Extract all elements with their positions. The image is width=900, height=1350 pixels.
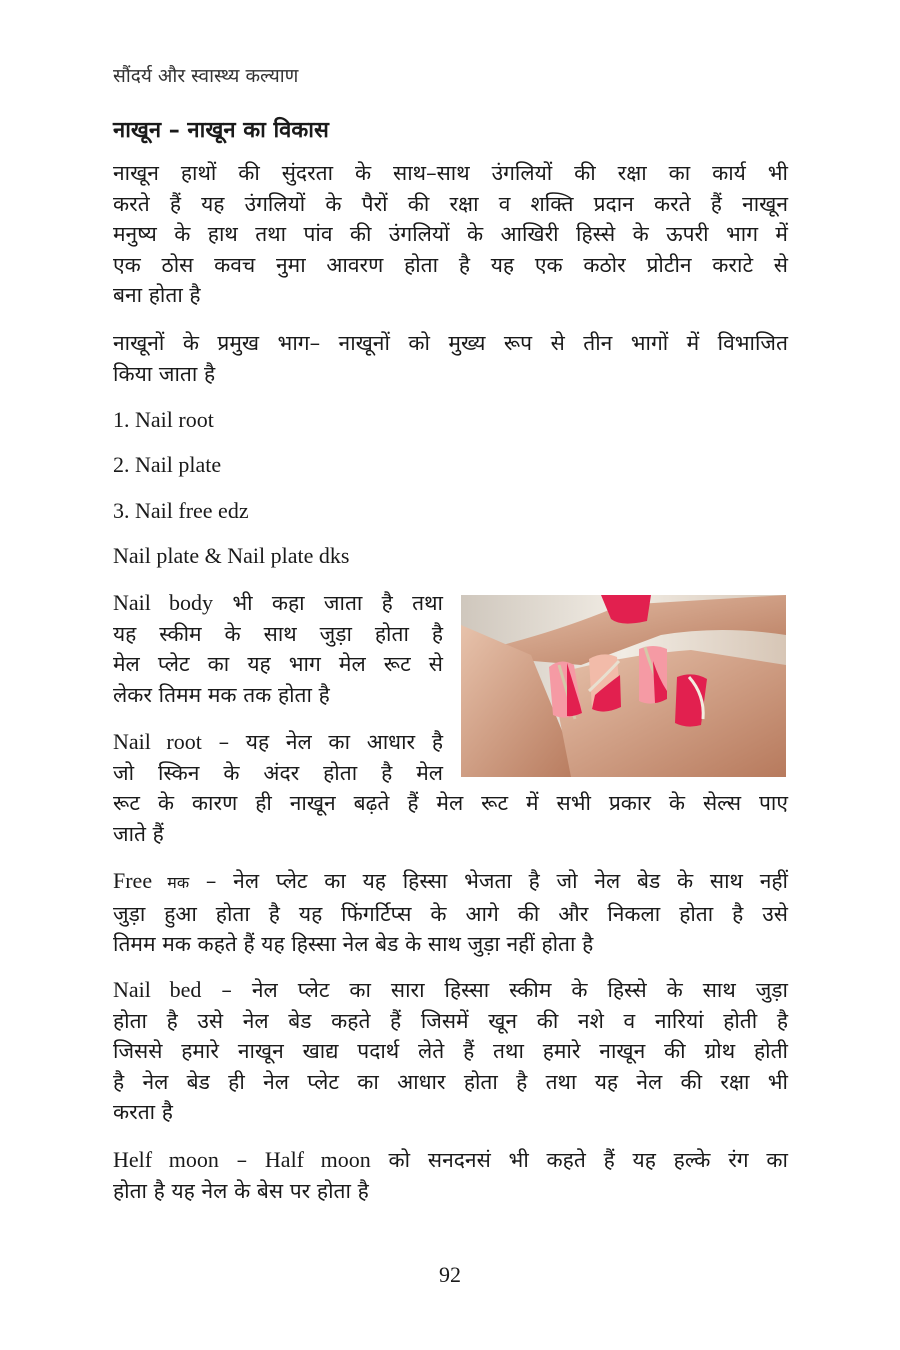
parts-line: नाखूनों के प्रमुख भाग– नाखूनों को मुख्य रूप से तीन भागों में विभाजित [113,331,788,355]
intro-paragraph [113,158,788,311]
free-edge-line: जुड़ा हुआ होता है यह फिंगर्टिप्स के आगे की और निकला होता है उसे [113,901,788,926]
parts-line: किया जाता है [113,361,216,386]
half-moon-line: होता है यह नेल के बेस पर होता है [113,1178,369,1203]
running-head: सौंदर्य और स्वास्थ्य कल्याण [113,65,299,87]
nail-body-line: लेकर तिमम मक तक होता है [113,682,330,707]
nail-root-line: रूट के कारण ही नाखून बढ़ते हैं मेल रूट में सभी प्रकार के सेल्स पाए [113,791,788,815]
intro-line: एक ठोस कवच नुमा आवरण होता है यह एक कठोर प्रोटीन कराटे से [113,252,788,277]
half-moon-paragraph: Helf moon – Half moon को सनदनसं भी कहते हैं यह हल्के रंग का होता है यह नेल के बेस पर होता है [113,1145,788,1206]
nail-bed-line: है नेल बेड ही नेल प्लेट का आधार होता है तथा यह नेल की रक्षा भी [113,1069,788,1094]
nail-root-line: जाते हैं [113,821,164,846]
intro-line: मनुष्य के हाथ तथा पांव की उंगलियों के आखिरी हिस्से के ऊपरी भाग में [113,222,788,246]
nail-body-line: यह स्कीम के साथ जुड़ा होता है [113,621,443,646]
nail-bed-term: Nail bed [113,977,202,1002]
list-item: 3. Nail free edz [113,498,249,523]
nail-body-term: Nail body [113,590,214,615]
intro-line: करते हैं यह उंगलियों के पैरों की रक्षा व शक्ति प्रदान करते हैं नाखून [113,191,788,216]
list-item: 2. Nail plate [113,452,222,477]
free-edge-term: Free [113,868,153,893]
nail-bed-paragraph: Nail bed – नेल प्लेट का सारा हिस्सा स्कीम के हिस्से के साथ जुड़ा होता है उसे नेल बेड कहते हैं जिसमें खून की नशे व नारियां होती है जिससे हमारे नाखून खाद्य पदार्थ लेते हैं तथा हमारे नाखून की ग्रोथ होती है नेल बेड ही नेल प्लेट का आधार होता है तथा यह नेल की रक्षा भी करता है [113,975,788,1128]
nail-bed-line: करता है [113,1100,173,1124]
nail-art-image [461,595,786,777]
nail-bed-line: जिससे हमारे नाखून खाद्य पदार्थ लेते हैं तथा हमारे नाखून की ग्रोथ होती [113,1039,788,1063]
page-number: 92 [439,1262,461,1287]
section-heading: नाखून – नाखून का विकास [113,118,329,143]
parts-paragraph [113,328,788,389]
half-moon-term: Helf moon [113,1147,219,1172]
nail-photo [461,595,786,777]
intro-line: बना होता है [113,283,201,307]
list-item: 1. Nail root [113,407,214,432]
nail-bed-line: होता है उसे नेल बेड कहते हैं जिसमें खून की नशे व नारियां होती है [113,1008,788,1033]
nail-body-line: मेल प्लेट का यह भाग मेल रूट से [113,652,443,676]
nail-root-paragraph: Nail root – यह नेल का आधार है जो स्किन के अंदर होता है मेल रूट के कारण ही नाखून बढ़ते हैं मेल रूट में सभी प्रकार के सेल्स पाए जाते हैं [113,727,788,849]
nail-body-paragraph: Nail body भी कहा जाता है तथा यह स्कीम के साथ जुड़ा होता है मेल प्लेट का यह भाग मेल रूट से लेकर तिमम मक तक होता है [113,588,443,710]
list-item: Nail plate & Nail plate dks [113,543,350,568]
intro-line: नाखून हाथों की सुंदरता के साथ–साथ उंगलियों की रक्षा का कार्य भी [113,161,788,185]
free-edge-paragraph: Free मक – नेल प्लेट का यह हिस्सा भेजता है जो नेल बेड के साथ नहीं जुड़ा हुआ होता है यह फिंगर्टिप्स के आगे की और निकला होता है उसे तिमम मक कहते हैं यह हिस्सा नेल बेड के साथ जुड़ा नहीं होता है [113,866,788,960]
nail-root-term: Nail root [113,729,202,754]
nail-root-line: जो स्किन के अंदर होता है मेल [113,760,443,785]
free-edge-line: तिमम मक कहते हैं यह हिस्सा नेल बेड के साथ जुड़ा नहीं होता है [113,932,594,956]
